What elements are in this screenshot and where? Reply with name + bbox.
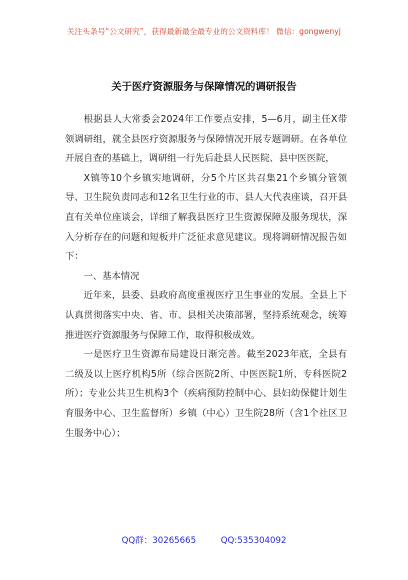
paragraph-resource-layout: 一是医疗卫生资源布局建设日渐完善。截至2023年底，全县有二级及以上医疗机构5所（综合医院2所、中医医院1所、专科医院2所）；专业公共卫生机构3个（疾病预防控制中心、县妇幼保健计划生育服务中心、卫生监督所）乡镇（中心）卫生院28所（含1个社区卫生服务中心）； [65,349,347,439]
document-body [65,110,347,443]
bottom-banner [0,534,408,546]
paragraph-overview: 近年来，县委、县政府高度重视医疗卫生事业的发展。全县上下认真贯彻落实中央、省、市、县相关决策部署，坚持系统观念，统筹推进医疗资源服务与保障工作，取得积极成效。 [65,290,347,341]
section-heading-basic: 一、基本情况 [83,270,140,282]
top-banner: 关注头条号“公文研究”，获得最新最全最专业的公文资料库！ 微信：gongwenyj [67,27,341,36]
paragraph-method: X镇等10个乡镇实地调研，分5个片区共召集21个乡镇分管领导、卫生院负责同志和12名卫生行业的市、县人大代表座谈，召开县直有关单位座谈会，详细了解我县医疗卫生资源保障及服务现状，深入分析存在的问题和短板并广泛征求意见建议。现将调研情况报告如下： [65,172,347,263]
qq-group-number: QQ群：30265665 [121,536,197,546]
document-title: 关于医疗资源服务与保障情况的调研报告 [111,81,297,93]
qq-contact-number: QQ:535304092 [220,536,287,546]
paragraph-intro: 根据县人大常委会2024年工作要点安排，5—6月，副主任X带领调研组，就全县医疗资源服务与保障情况开展专题调研。在各单位开展自查的基础上，调研组一行先后赴县人民医院、县中医医院， [65,114,347,165]
